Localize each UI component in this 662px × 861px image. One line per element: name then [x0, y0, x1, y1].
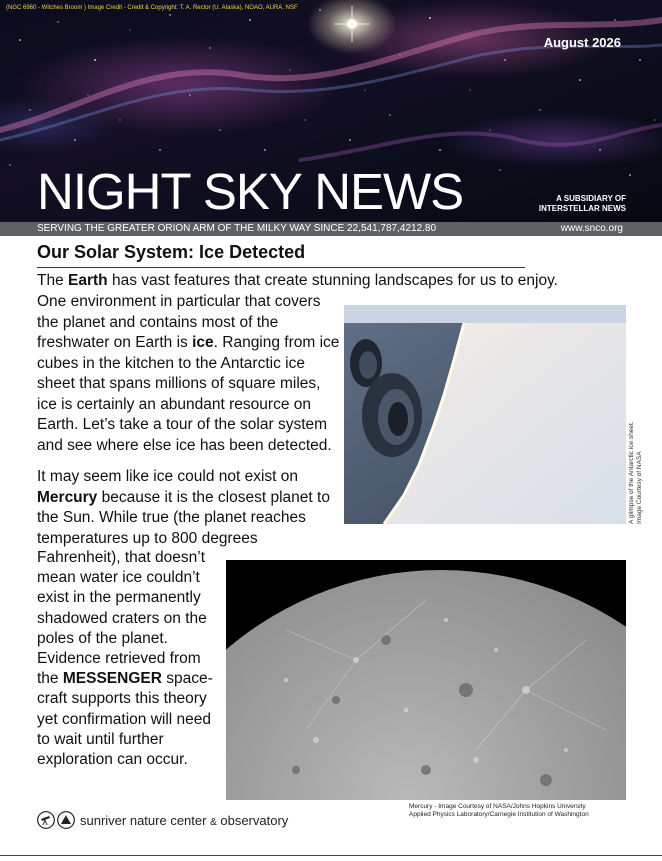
mercury-caption-line1: Mercury - Image Courtesy of NASA/Johns Hopkins University: [409, 803, 586, 810]
text-run: . Ranging from ice cubes in the kitchen to the Antarctic ice sheet that spans millions of square miles, ice is certainly an abundant resource on Earth. Let’s take a tour of the solar system and see where else ice has been detected.: [37, 334, 340, 454]
paragraph-1-lead: [37, 271, 558, 292]
logo-icons: [37, 811, 75, 829]
header-image-credit: (NGC 6960 - Witches Broom ) Image Credit - Credit & Copyright: T. A. Rector (U. Alaska), NOAO, AURA, NSF: [6, 5, 298, 11]
tagline-bar: [0, 222, 662, 236]
earth-keyword: Earth: [68, 272, 108, 289]
issue-date: August 2026: [543, 35, 621, 50]
page-bottom-rule: [0, 855, 662, 856]
mercury-caption-line2: Applied Physics Laboratory/Carnegie Institution of Washington: [409, 811, 589, 818]
footer-logo: [37, 811, 288, 829]
title-divider: [37, 267, 525, 268]
mercury-photo: [226, 560, 626, 800]
messenger-keyword: MESSENGER: [62, 670, 162, 688]
text-run: Fahrenheit), that doesn’t mean water ice couldn’t exist in the permanently shadowed craters on the poles of the planet. Evidence retrieved from the: [37, 549, 207, 688]
text-run: &: [210, 816, 217, 828]
text-run: because it is the closest planet to the Sun. While true (the planet reaches temperatures up to 800 degrees: [37, 488, 330, 547]
website-link[interactable]: www.snco.org: [560, 223, 623, 234]
ice-caption-line2: Image Courtesy of NASA: [636, 451, 643, 524]
masthead-title: NIGHT SKY NEWS: [37, 163, 464, 220]
nature-icon: [57, 811, 75, 829]
text-run: One environment in particular that covers the planet and contains most of the freshwater on Earth is: [37, 293, 321, 351]
text-run: It may seem like ice could not exist on: [37, 468, 299, 485]
text-run: The: [37, 272, 69, 289]
antarctic-ice-photo: [344, 305, 626, 524]
subsidiary-line1: A SUBSIDIARY OF: [556, 194, 626, 203]
ice-keyword: ice: [192, 334, 214, 351]
ice-photo-caption: [628, 304, 644, 524]
telescope-icon: [37, 811, 55, 829]
mercury-photo-caption: [409, 803, 589, 819]
subsidiary-line2: INTERSTELLAR NEWS: [538, 204, 626, 213]
text-run: sunriver nature center: [80, 812, 211, 828]
paragraph-2-bottom: [37, 548, 222, 770]
text-run: observatory: [216, 812, 289, 828]
tagline-text: SERVING THE GREATER ORION ARM OF THE MILKY WAY SINCE 22,541,787,4212.80: [37, 223, 437, 234]
text-run: has vast features that create stunning landscapes for us to enjoy.: [107, 272, 558, 289]
ice-caption-line1: A glimpse of the Antarctic ice sheet.: [628, 421, 635, 524]
subsidiary-note: [539, 194, 626, 214]
mercury-illustration: [226, 560, 626, 800]
mercury-keyword: Mercury: [37, 488, 98, 506]
paragraph-1: [37, 292, 342, 456]
text-run: space-craft supports this theory yet confirmation will need to wait until further exploration can occur.: [37, 670, 213, 769]
header-banner: [0, 0, 662, 222]
article-title: Our Solar System: Ice Detected: [37, 242, 306, 262]
antarctic-ice-illustration: [344, 305, 626, 524]
paragraph-2-top: [37, 467, 342, 549]
organization-name: [80, 813, 288, 828]
